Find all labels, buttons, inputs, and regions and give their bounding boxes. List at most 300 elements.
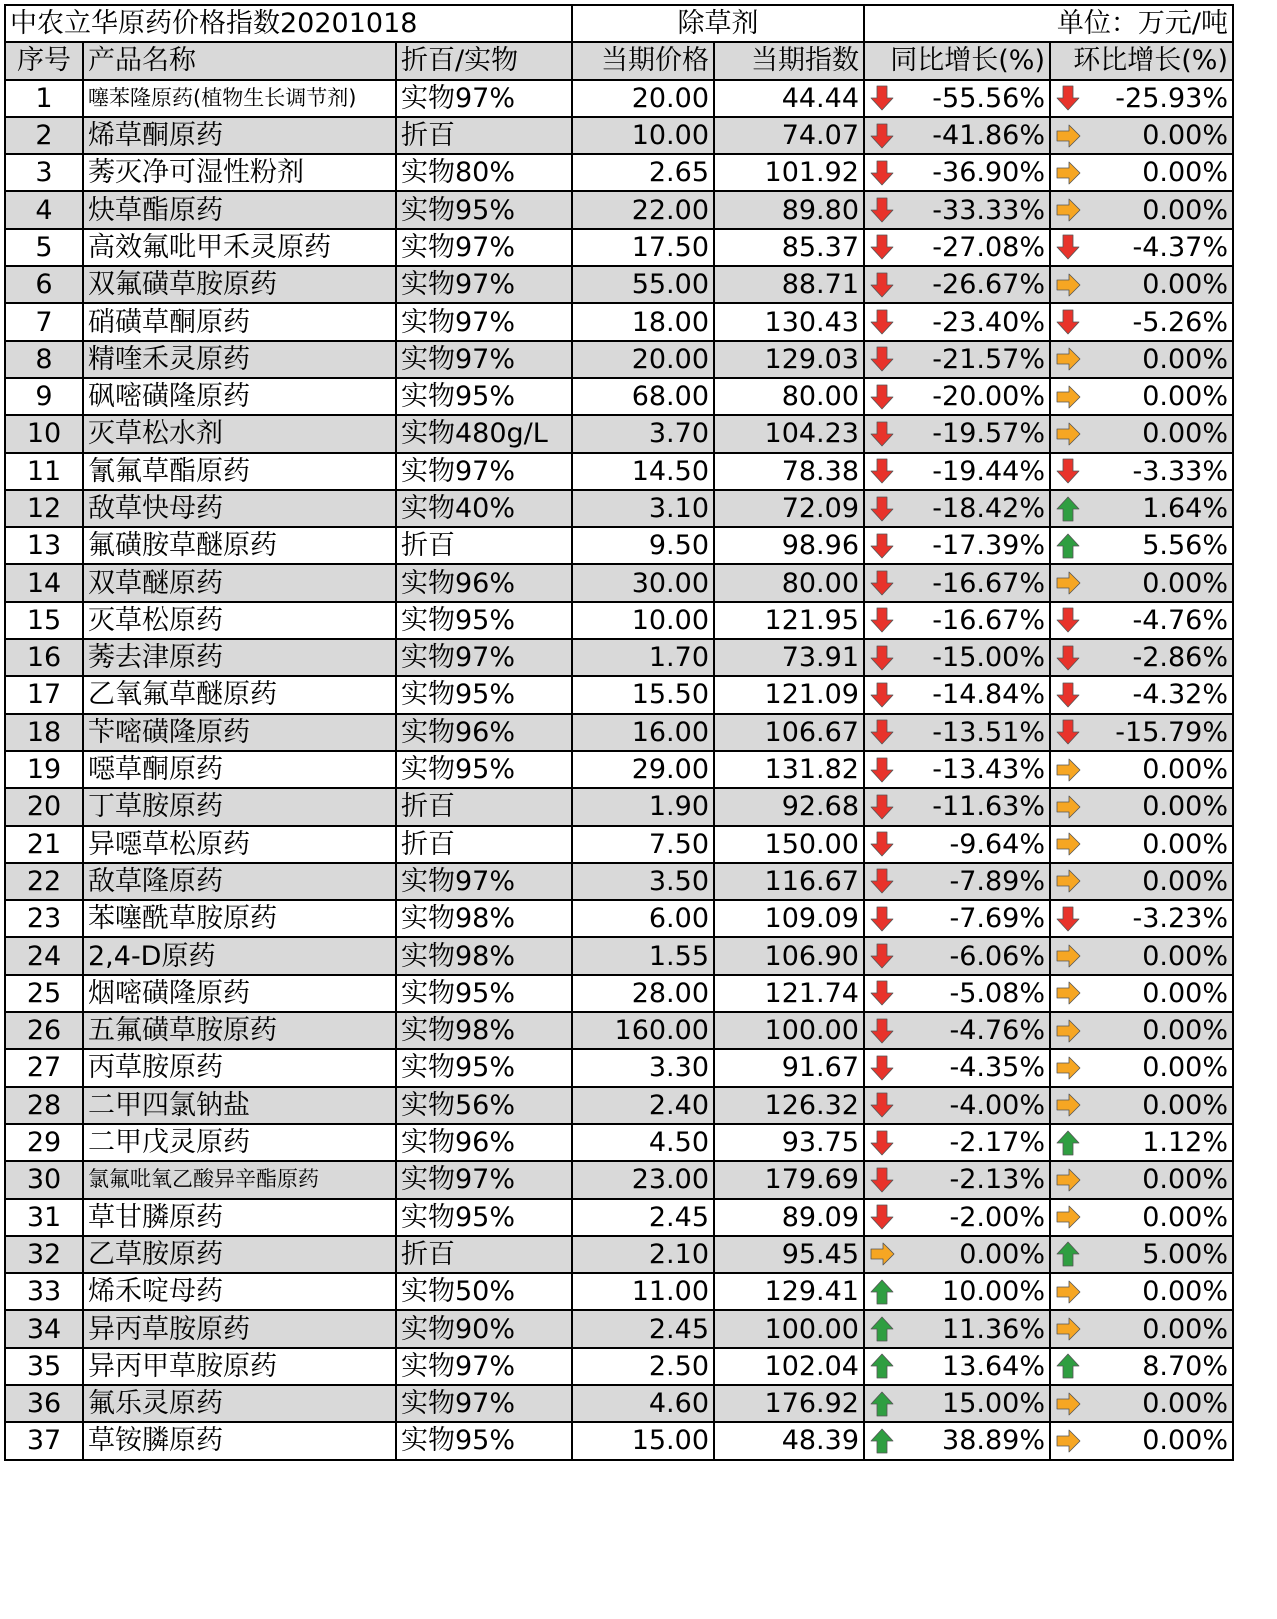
yoy-change-cell [864, 117, 1050, 154]
current-index: 129.03 [714, 341, 864, 378]
yoy-change: -7.69% [949, 903, 1045, 935]
current-index: 80.00 [714, 564, 864, 601]
table-row [5, 900, 1233, 937]
current-index: 126.32 [714, 1087, 864, 1124]
arrow-down-icon [869, 495, 895, 523]
product-spec: 实物97% [396, 863, 572, 900]
yoy-change: -6.06% [949, 940, 1045, 972]
current-price: 2.10 [572, 1236, 714, 1273]
current-price: 15.50 [572, 676, 714, 713]
row-number: 10 [5, 415, 83, 452]
current-price: 3.50 [572, 863, 714, 900]
current-price: 2.45 [572, 1199, 714, 1236]
yoy-change-cell [864, 1236, 1050, 1273]
arrow-up-icon [869, 1427, 895, 1455]
mom-change: 0.00% [1142, 1388, 1228, 1420]
product-name: 灭草松原药 [83, 602, 396, 639]
product-name: 2,4-D原药 [83, 937, 396, 974]
product-spec: 实物480g/L [396, 415, 572, 452]
row-number: 33 [5, 1273, 83, 1310]
product-name: 乙草胺原药 [83, 1236, 396, 1273]
header-spec: 折百/实物 [396, 42, 572, 79]
table-row [5, 826, 1233, 863]
yoy-change: -13.43% [932, 754, 1045, 786]
mom-change: -4.37% [1132, 231, 1228, 263]
current-price: 6.00 [572, 900, 714, 937]
mom-change: 0.00% [1142, 418, 1228, 450]
yoy-change-cell [864, 1199, 1050, 1236]
yoy-change-cell [864, 527, 1050, 564]
current-price: 23.00 [572, 1161, 714, 1198]
category-label: 除草剂 [572, 5, 864, 42]
arrow-right-icon [1055, 122, 1081, 150]
arrow-down-icon [869, 718, 895, 746]
table-row [5, 490, 1233, 527]
current-index: 89.09 [714, 1199, 864, 1236]
yoy-change: -41.86% [932, 120, 1045, 152]
mom-change-cell [1050, 1012, 1233, 1049]
arrow-down-icon [869, 1054, 895, 1082]
arrow-down-icon [869, 979, 895, 1007]
mom-change: 0.00% [1142, 381, 1228, 413]
product-spec: 实物97% [396, 453, 572, 490]
yoy-change: -55.56% [932, 82, 1045, 114]
product-name: 灭草松水剂 [83, 415, 396, 452]
yoy-change: -4.00% [949, 1089, 1045, 1121]
yoy-change: -19.44% [932, 455, 1045, 487]
table-row [5, 303, 1233, 340]
arrow-right-icon [1055, 420, 1081, 448]
row-number: 25 [5, 975, 83, 1012]
product-name: 噁草酮原药 [83, 751, 396, 788]
mom-change: 0.00% [1142, 157, 1228, 189]
row-number: 3 [5, 154, 83, 191]
current-price: 9.50 [572, 527, 714, 564]
arrow-down-icon [1055, 84, 1081, 112]
yoy-change-cell [864, 826, 1050, 863]
yoy-change-cell [864, 751, 1050, 788]
product-spec: 实物95% [396, 378, 572, 415]
header-mom: 环比增长(%) [1050, 42, 1233, 79]
row-number: 20 [5, 788, 83, 825]
arrow-down-icon [1055, 308, 1081, 336]
arrow-down-icon [869, 1091, 895, 1119]
arrow-down-icon [869, 457, 895, 485]
product-name: 异丙草胺原药 [83, 1310, 396, 1347]
yoy-change: -14.84% [932, 679, 1045, 711]
row-number: 23 [5, 900, 83, 937]
header-price: 当期价格 [572, 42, 714, 79]
arrow-right-icon [1055, 942, 1081, 970]
yoy-change-cell [864, 1348, 1050, 1385]
price-index-sheet [4, 4, 1234, 1461]
product-name: 二甲戊灵原药 [83, 1124, 396, 1161]
mom-change: 0.00% [1142, 1201, 1228, 1233]
product-spec: 实物96% [396, 564, 572, 601]
mom-change-cell [1050, 564, 1233, 601]
yoy-change-cell [864, 154, 1050, 191]
product-name: 烯草酮原药 [83, 117, 396, 154]
row-number: 16 [5, 639, 83, 676]
product-spec: 实物80% [396, 154, 572, 191]
mom-change: 0.00% [1142, 567, 1228, 599]
mom-change-cell [1050, 1087, 1233, 1124]
product-name: 莠去津原药 [83, 639, 396, 676]
current-index: 93.75 [714, 1124, 864, 1161]
product-name: 烟嘧磺隆原药 [83, 975, 396, 1012]
current-index: 48.39 [714, 1422, 864, 1459]
product-spec: 折百 [396, 527, 572, 564]
table-row [5, 788, 1233, 825]
arrow-up-icon [1055, 1352, 1081, 1380]
mom-change-cell [1050, 1310, 1233, 1347]
table-row [5, 229, 1233, 266]
arrow-down-icon [869, 1203, 895, 1231]
table-row [5, 1273, 1233, 1310]
row-number: 2 [5, 117, 83, 154]
mom-change: 0.00% [1142, 120, 1228, 152]
row-number: 14 [5, 564, 83, 601]
mom-change-cell [1050, 1199, 1233, 1236]
product-name: 异丙甲草胺原药 [83, 1348, 396, 1385]
mom-change: 5.00% [1142, 1238, 1228, 1270]
product-spec: 实物95% [396, 602, 572, 639]
mom-change-cell [1050, 863, 1233, 900]
product-name: 双草醚原药 [83, 564, 396, 601]
product-name: 五氟磺草胺原药 [83, 1012, 396, 1049]
product-name: 乙氧氟草醚原药 [83, 676, 396, 713]
yoy-change-cell [864, 191, 1050, 228]
mom-change: -25.93% [1115, 82, 1228, 114]
yoy-change-cell [864, 1273, 1050, 1310]
arrow-down-icon [869, 345, 895, 373]
arrow-right-icon [1055, 1203, 1081, 1231]
mom-change-cell [1050, 826, 1233, 863]
table-row [5, 191, 1233, 228]
mom-change: -3.23% [1132, 903, 1228, 935]
arrow-down-icon [869, 271, 895, 299]
yoy-change: -9.64% [949, 828, 1045, 860]
arrow-down-icon [1055, 457, 1081, 485]
product-name: 双氟磺草胺原药 [83, 266, 396, 303]
current-price: 1.55 [572, 937, 714, 974]
mom-change-cell [1050, 229, 1233, 266]
current-index: 106.90 [714, 937, 864, 974]
header-yoy: 同比增长(%) [864, 42, 1050, 79]
product-spec: 实物90% [396, 1310, 572, 1347]
product-spec: 实物50% [396, 1273, 572, 1310]
product-name: 氰氟草酯原药 [83, 453, 396, 490]
current-price: 18.00 [572, 303, 714, 340]
row-number: 15 [5, 602, 83, 639]
yoy-change-cell [864, 229, 1050, 266]
yoy-change: -11.63% [932, 791, 1045, 823]
table-row [5, 1012, 1233, 1049]
product-name: 丁草胺原药 [83, 788, 396, 825]
arrow-up-icon [869, 1390, 895, 1418]
current-price: 30.00 [572, 564, 714, 601]
mom-change-cell [1050, 751, 1233, 788]
arrow-down-icon [869, 830, 895, 858]
yoy-change: 10.00% [942, 1276, 1045, 1308]
arrow-up-icon [1055, 495, 1081, 523]
yoy-change: -18.42% [932, 493, 1045, 524]
mom-change-cell [1050, 154, 1233, 191]
mom-change: -4.76% [1132, 604, 1228, 636]
table-row [5, 975, 1233, 1012]
arrow-right-icon [1055, 1091, 1081, 1119]
arrow-down-icon [869, 84, 895, 112]
table-row [5, 1422, 1233, 1459]
arrow-down-icon [869, 383, 895, 411]
yoy-change-cell [864, 788, 1050, 825]
arrow-down-icon [869, 606, 895, 634]
table-row [5, 378, 1233, 415]
arrow-right-icon [1055, 1054, 1081, 1082]
mom-change: 0.00% [1142, 1313, 1228, 1345]
product-spec: 折百 [396, 826, 572, 863]
product-name: 砜嘧磺隆原药 [83, 378, 396, 415]
product-spec: 实物95% [396, 1049, 572, 1086]
header-name: 产品名称 [83, 42, 396, 79]
mom-change: -5.26% [1132, 306, 1228, 338]
mom-change-cell [1050, 1236, 1233, 1273]
row-number: 17 [5, 676, 83, 713]
arrow-right-icon [1055, 1315, 1081, 1343]
current-index: 91.67 [714, 1049, 864, 1086]
current-price: 10.00 [572, 602, 714, 639]
row-number: 6 [5, 266, 83, 303]
current-index: 44.44 [714, 80, 864, 117]
arrow-down-icon [1055, 606, 1081, 634]
arrow-down-icon [869, 867, 895, 895]
yoy-change: -7.89% [949, 865, 1045, 897]
current-price: 2.40 [572, 1087, 714, 1124]
yoy-change-cell [864, 1385, 1050, 1422]
row-number: 34 [5, 1310, 83, 1347]
current-index: 121.74 [714, 975, 864, 1012]
yoy-change-cell [864, 564, 1050, 601]
arrow-down-icon [869, 681, 895, 709]
mom-change-cell [1050, 415, 1233, 452]
table-row [5, 1087, 1233, 1124]
row-number: 4 [5, 191, 83, 228]
mom-change-cell [1050, 788, 1233, 825]
product-name: 敌草隆原药 [83, 863, 396, 900]
arrow-right-icon [1055, 569, 1081, 597]
current-index: 80.00 [714, 378, 864, 415]
yoy-change-cell [864, 1124, 1050, 1161]
arrow-down-icon [869, 159, 895, 187]
product-spec: 实物97% [396, 80, 572, 117]
title-row [5, 5, 1233, 42]
arrow-down-icon [869, 756, 895, 784]
yoy-change: -4.76% [949, 1015, 1045, 1047]
table-row [5, 80, 1233, 117]
yoy-change-cell [864, 900, 1050, 937]
current-index: 109.09 [714, 900, 864, 937]
table-row [5, 1161, 1233, 1198]
report-title: 中农立华原药价格指数20201018 [5, 5, 572, 42]
row-number: 9 [5, 378, 83, 415]
yoy-change: 38.89% [942, 1425, 1045, 1457]
price-index-table [4, 4, 1234, 1461]
current-price: 2.45 [572, 1310, 714, 1347]
current-price: 14.50 [572, 453, 714, 490]
mom-change-cell [1050, 1273, 1233, 1310]
arrow-down-icon [1055, 644, 1081, 672]
mom-change: 0.00% [1142, 1425, 1228, 1457]
current-index: 116.67 [714, 863, 864, 900]
mom-change-cell [1050, 266, 1233, 303]
yoy-change-cell [864, 266, 1050, 303]
product-name: 苄嘧磺隆原药 [83, 714, 396, 751]
arrow-down-icon [869, 308, 895, 336]
product-spec: 实物98% [396, 937, 572, 974]
product-spec: 实物96% [396, 714, 572, 751]
yoy-change-cell [864, 1012, 1050, 1049]
mom-change: -2.86% [1132, 642, 1228, 674]
row-number: 21 [5, 826, 83, 863]
current-index: 85.37 [714, 229, 864, 266]
arrow-right-icon [869, 1240, 895, 1268]
arrow-down-icon [1055, 233, 1081, 261]
table-row [5, 266, 1233, 303]
yoy-change-cell [864, 602, 1050, 639]
mom-change: 0.00% [1142, 1015, 1228, 1047]
arrow-down-icon [869, 532, 895, 560]
yoy-change: -33.33% [932, 194, 1045, 226]
current-index: 121.09 [714, 676, 864, 713]
yoy-change-cell [864, 1087, 1050, 1124]
current-price: 4.60 [572, 1385, 714, 1422]
arrow-right-icon [1055, 756, 1081, 784]
product-name: 莠灭净可湿性粉剂 [83, 154, 396, 191]
row-number: 26 [5, 1012, 83, 1049]
arrow-down-icon [869, 905, 895, 933]
current-price: 16.00 [572, 714, 714, 751]
mom-change: 8.70% [1142, 1350, 1228, 1382]
current-index: 78.38 [714, 453, 864, 490]
yoy-change: -26.67% [932, 269, 1045, 301]
current-index: 104.23 [714, 415, 864, 452]
current-index: 98.96 [714, 527, 864, 564]
row-number: 24 [5, 937, 83, 974]
product-spec: 实物95% [396, 676, 572, 713]
mom-change-cell [1050, 1161, 1233, 1198]
arrow-down-icon [869, 569, 895, 597]
mom-change-cell [1050, 1385, 1233, 1422]
mom-change: 1.64% [1142, 493, 1228, 524]
product-name: 氟乐灵原药 [83, 1385, 396, 1422]
yoy-change-cell [864, 639, 1050, 676]
mom-change: -4.32% [1132, 679, 1228, 711]
mom-change: 0.00% [1142, 1276, 1228, 1308]
product-name: 敌草快母药 [83, 490, 396, 527]
product-spec: 折百 [396, 117, 572, 154]
table-row [5, 639, 1233, 676]
arrow-down-icon [869, 122, 895, 150]
current-index: 72.09 [714, 490, 864, 527]
table-row [5, 154, 1233, 191]
product-name: 噻苯隆原药(植物生长调节剂) [83, 80, 396, 117]
yoy-change-cell [864, 937, 1050, 974]
row-number: 1 [5, 80, 83, 117]
current-index: 129.41 [714, 1273, 864, 1310]
current-index: 101.92 [714, 154, 864, 191]
product-name: 炔草酯原药 [83, 191, 396, 228]
yoy-change: -27.08% [932, 231, 1045, 263]
arrow-right-icon [1055, 383, 1081, 411]
arrow-right-icon [1055, 1017, 1081, 1045]
current-index: 100.00 [714, 1310, 864, 1347]
mom-change: -3.33% [1132, 455, 1228, 487]
current-price: 20.00 [572, 80, 714, 117]
yoy-change-cell [864, 1310, 1050, 1347]
mom-change: 1.12% [1142, 1127, 1228, 1159]
table-row [5, 117, 1233, 154]
mom-change-cell [1050, 191, 1233, 228]
row-number: 30 [5, 1161, 83, 1198]
product-spec: 实物95% [396, 975, 572, 1012]
mom-change: 0.00% [1142, 940, 1228, 972]
yoy-change: -36.90% [932, 157, 1045, 189]
current-index: 106.67 [714, 714, 864, 751]
yoy-change: -16.67% [932, 604, 1045, 636]
product-spec: 折百 [396, 788, 572, 825]
row-number: 5 [5, 229, 83, 266]
mom-change: 0.00% [1142, 1164, 1228, 1196]
mom-change-cell [1050, 117, 1233, 154]
product-spec: 实物98% [396, 900, 572, 937]
table-row [5, 1124, 1233, 1161]
table-row [5, 527, 1233, 564]
arrow-down-icon [1055, 681, 1081, 709]
product-name: 草铵膦原药 [83, 1422, 396, 1459]
current-price: 3.30 [572, 1049, 714, 1086]
yoy-change-cell [864, 714, 1050, 751]
current-price: 4.50 [572, 1124, 714, 1161]
current-index: 150.00 [714, 826, 864, 863]
yoy-change-cell [864, 490, 1050, 527]
header-row [5, 42, 1233, 79]
mom-change-cell [1050, 1422, 1233, 1459]
current-price: 1.90 [572, 788, 714, 825]
arrow-down-icon [869, 233, 895, 261]
arrow-down-icon [869, 196, 895, 224]
product-name: 二甲四氯钠盐 [83, 1087, 396, 1124]
row-number: 12 [5, 490, 83, 527]
product-spec: 实物97% [396, 1161, 572, 1198]
yoy-change: 15.00% [942, 1388, 1045, 1420]
arrow-right-icon [1055, 1166, 1081, 1194]
mom-change-cell [1050, 1124, 1233, 1161]
yoy-change: -13.51% [932, 716, 1045, 748]
row-number: 27 [5, 1049, 83, 1086]
mom-change: 5.56% [1142, 530, 1228, 562]
product-spec: 实物97% [396, 266, 572, 303]
current-index: 89.80 [714, 191, 864, 228]
product-spec: 实物40% [396, 490, 572, 527]
mom-change-cell [1050, 900, 1233, 937]
table-row [5, 1199, 1233, 1236]
mom-change-cell [1050, 80, 1233, 117]
yoy-change-cell [864, 303, 1050, 340]
yoy-change-cell [864, 453, 1050, 490]
row-number: 19 [5, 751, 83, 788]
arrow-right-icon [1055, 345, 1081, 373]
arrow-right-icon [1055, 979, 1081, 1007]
